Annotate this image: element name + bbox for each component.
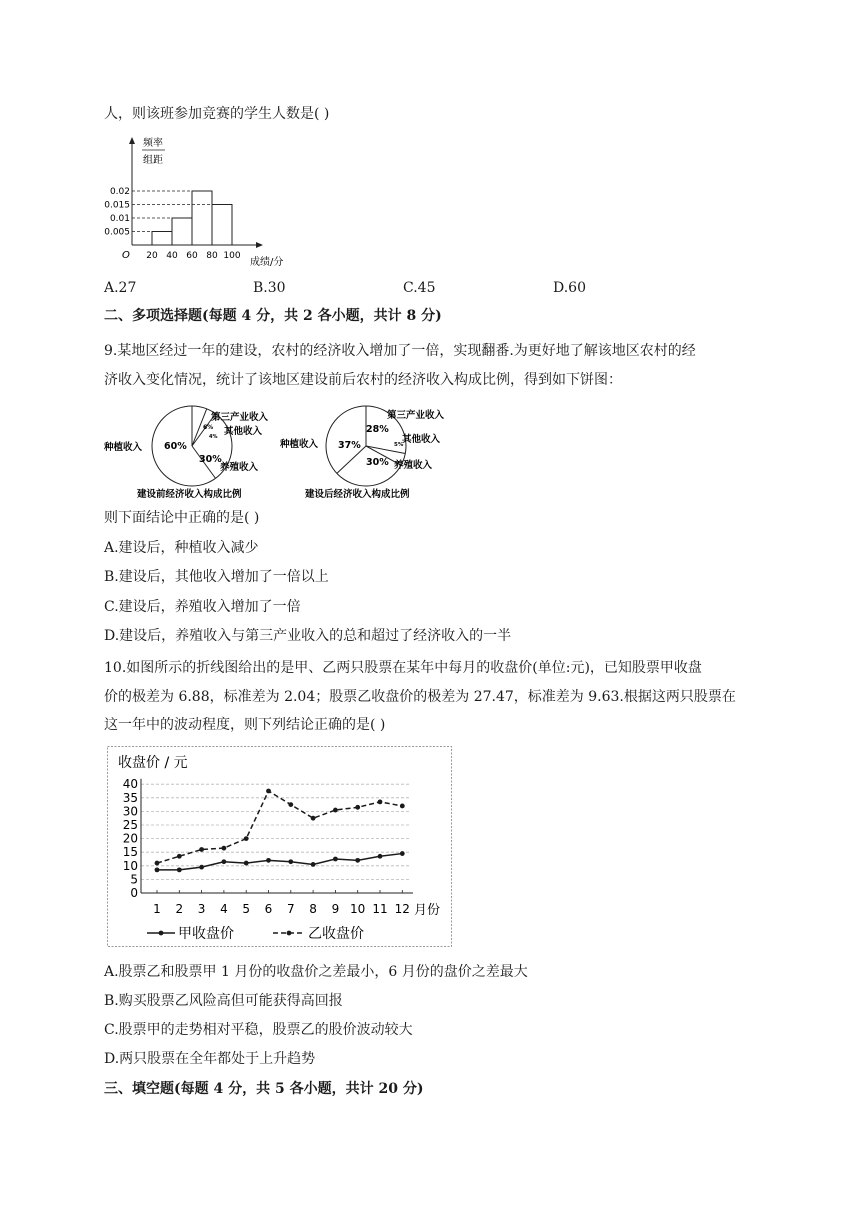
line-chart-xtick-label: 11: [372, 902, 388, 916]
hist-xtick-label: 40: [166, 251, 178, 261]
pie-before-caption: 建设前经济收入构成比例: [137, 489, 242, 500]
hist-x-axis-arrow: [256, 242, 263, 248]
line-chart-point-jia: [266, 858, 271, 863]
q8-option-c[interactable]: C.45: [403, 280, 436, 296]
hist-ytick-label: 0.02: [109, 187, 130, 197]
line-chart-point-yi: [400, 804, 405, 809]
q9-stem-line1: 9.某地区经过一年的建设，农村的经济收入增加了一倍，实现翻番.为更好地了解该地区农村的经: [104, 343, 696, 359]
pie-charts: [100, 402, 460, 506]
pie-after-caption: 建设后经济收入构成比例: [305, 489, 410, 500]
line-chart-point-yi: [266, 789, 271, 794]
line-chart-xtick-label: 4: [220, 902, 228, 916]
line-chart-ytick-label: 35: [122, 790, 138, 805]
line-chart-point-jia: [199, 865, 204, 870]
line-chart-ytick-label: 5: [130, 872, 138, 887]
line-chart-point-jia: [177, 867, 182, 872]
line-chart-point-jia: [288, 859, 293, 864]
pie-after-label-tertiary: 第三产业收入: [387, 410, 445, 421]
line-chart-frame: [108, 747, 452, 947]
line-chart-point-yi: [244, 836, 249, 841]
legend-marker-jia: [159, 931, 164, 936]
line-chart-point-yi: [288, 802, 293, 807]
q9-option-c[interactable]: C.建设后，养殖收入增加了一倍: [104, 599, 301, 615]
pie-before-label-other: 其他收入: [224, 426, 263, 437]
hist-xtick-label: 100: [223, 251, 241, 261]
hist-xtick-label: 20: [146, 251, 158, 261]
pie-before: [103, 406, 269, 500]
line-chart-point-yi: [199, 847, 204, 852]
q10-stem-line2: 价的极差为 6.88，标准差为 2.04；股票乙收盘价的极差为 27.47，标准差为 9.63.根据这两只股票在: [104, 689, 736, 705]
pie-before-pct-planting: 60%: [164, 441, 187, 452]
line-chart-xtick-label: 8: [309, 902, 317, 916]
pie-after-label-breeding: 养殖收入: [394, 460, 433, 471]
pie-after-pct-other: 5%: [394, 442, 404, 448]
hist-bar: [152, 232, 172, 246]
q10-stem-line1: 10.如图所示的折线图给出的是甲、乙两只股票在某年中每月的收盘价(单位:元)，已知股票甲收盘: [104, 660, 702, 676]
histogram-chart: [104, 134, 284, 270]
line-chart-xtick-label: 2: [175, 902, 184, 916]
line-chart-ytick-label: 25: [122, 818, 138, 832]
line-chart-ytick-label: 15: [122, 845, 138, 860]
line-chart-xtick-label: 7: [286, 902, 295, 916]
q9-prompt: 则下面结论中正确的是( ): [104, 510, 260, 526]
q10-option-b[interactable]: B.购买股票乙风险高但可能获得高回报: [104, 993, 343, 1009]
pie-after-label-other: 其他收入: [402, 434, 441, 445]
line-chart-xlabel: 月份: [414, 903, 441, 918]
line-chart-ytick-label: 40: [122, 777, 138, 792]
pie-after: [279, 406, 445, 500]
q8-option-b[interactable]: B.30: [253, 280, 286, 296]
hist-xtick-label: 80: [206, 251, 218, 261]
q8-option-d[interactable]: D.60: [553, 280, 586, 296]
section-2-heading: 二、多项选择题(每题 4 分，共 2 各小题，共计 8 分): [104, 308, 442, 324]
line-chart-point-yi: [333, 808, 338, 813]
line-chart-xtick-label: 12: [394, 902, 410, 916]
pie-after-pct-planting: 37%: [338, 440, 361, 451]
hist-origin: O: [122, 250, 130, 261]
hist-ylabel-top: 频率: [143, 138, 163, 149]
line-chart-point-jia: [244, 861, 249, 866]
line-chart-point-yi: [355, 805, 360, 810]
hist-xlabel: 成绩/分: [250, 257, 284, 268]
pie-before-pct-tertiary: 6%: [203, 424, 214, 431]
q10-option-c[interactable]: C.股票甲的走势相对平稳，股票乙的股价波动较大: [104, 1022, 413, 1038]
hist-bar: [172, 218, 192, 245]
q9-option-d[interactable]: D.建设后，养殖收入与第三产业收入的总和超过了经济收入的一半: [104, 628, 512, 644]
line-chart-xtick-label: 10: [350, 902, 366, 916]
line-chart-ytick-label: 30: [122, 804, 138, 819]
pie-before-label-tertiary: 第三产业收入: [211, 412, 269, 423]
line-chart-legend: [147, 925, 364, 942]
line-chart-ytick-label: 0: [130, 886, 138, 900]
line-chart-point-yi: [378, 799, 383, 804]
pie-before-pct-breeding: 30%: [199, 454, 222, 465]
line-chart-point-jia: [222, 859, 227, 864]
line-chart-xtick-label: 5: [242, 902, 251, 916]
hist-ylabel-bottom: 组距: [143, 155, 163, 166]
hist-y-axis-arrow: [129, 137, 135, 144]
q9-option-a[interactable]: A.建设后，种植收入减少: [104, 540, 259, 556]
line-chart-series-jia: [157, 854, 402, 870]
line-chart-point-jia: [400, 851, 405, 856]
line-chart-point-yi: [155, 861, 160, 866]
pie-before-label-breeding: 养殖收入: [220, 462, 259, 473]
q9-stem-line2: 济收入变化情况，统计了该地区建设前后农村的经济收入构成比例，得到如下饼图：: [104, 372, 622, 388]
hist-ytick-label: 0.01: [109, 214, 130, 224]
section-3-heading: 三、填空题(每题 4 分，共 5 各小题，共计 20 分): [104, 1081, 424, 1097]
pie-before-label-planting: 种植收入: [104, 442, 143, 453]
line-chart-xtick-label: 6: [264, 902, 273, 916]
q9-option-b[interactable]: B.建设后，其他收入增加了一倍以上: [104, 569, 329, 585]
hist-bar: [212, 205, 232, 246]
line-chart-xtick-label: 3: [197, 902, 206, 916]
pie-before-pct-other: 4%: [209, 434, 218, 440]
line-chart-point-yi: [177, 854, 182, 859]
hist-ytick-label: 0.005: [104, 227, 130, 238]
legend-label-yi: 乙收盘价: [308, 926, 364, 942]
line-chart-point-jia: [378, 854, 383, 859]
pie-after-pct-breeding: 30%: [366, 457, 389, 468]
line-chart-point-yi: [311, 816, 316, 821]
line-chart-point-jia: [355, 858, 360, 863]
line-chart: [107, 746, 453, 948]
q10-option-d[interactable]: D.两只股票在全年都处于上升趋势: [104, 1051, 316, 1067]
q10-stem-line3: 这一年中的波动程度，则下列结论正确的是( ): [104, 717, 386, 733]
hist-bar: [192, 191, 212, 245]
line-chart-xtick-label: 1: [153, 902, 161, 916]
q10-option-a[interactable]: A.股票乙和股票甲 1 月份的收盘价之差最小，6 月份的盘价之差最大: [104, 964, 528, 980]
line-chart-point-jia: [333, 857, 338, 862]
pie-after-pct-tertiary: 28%: [366, 424, 389, 435]
q8-option-a[interactable]: A.27: [104, 280, 137, 296]
q8-question-tail: 人，则该班参加竞赛的学生人数是( ): [104, 106, 330, 122]
legend-marker-yi: [287, 931, 292, 936]
line-chart-point-yi: [222, 846, 227, 851]
legend-label-jia: 甲收盘价: [178, 926, 234, 942]
line-chart-xtick-label: 9: [331, 902, 340, 916]
hist-xtick-label: 60: [186, 251, 198, 261]
line-chart-point-jia: [311, 862, 316, 867]
line-chart-ytick-label: 20: [122, 831, 138, 846]
pie-after-label-planting: 种植收入: [280, 439, 319, 450]
line-chart-ylabel: 收盘价 / 元: [118, 755, 188, 771]
line-chart-point-jia: [155, 867, 160, 872]
hist-ytick-label: 0.015: [104, 200, 130, 211]
line-chart-ytick-label: 10: [122, 858, 138, 873]
